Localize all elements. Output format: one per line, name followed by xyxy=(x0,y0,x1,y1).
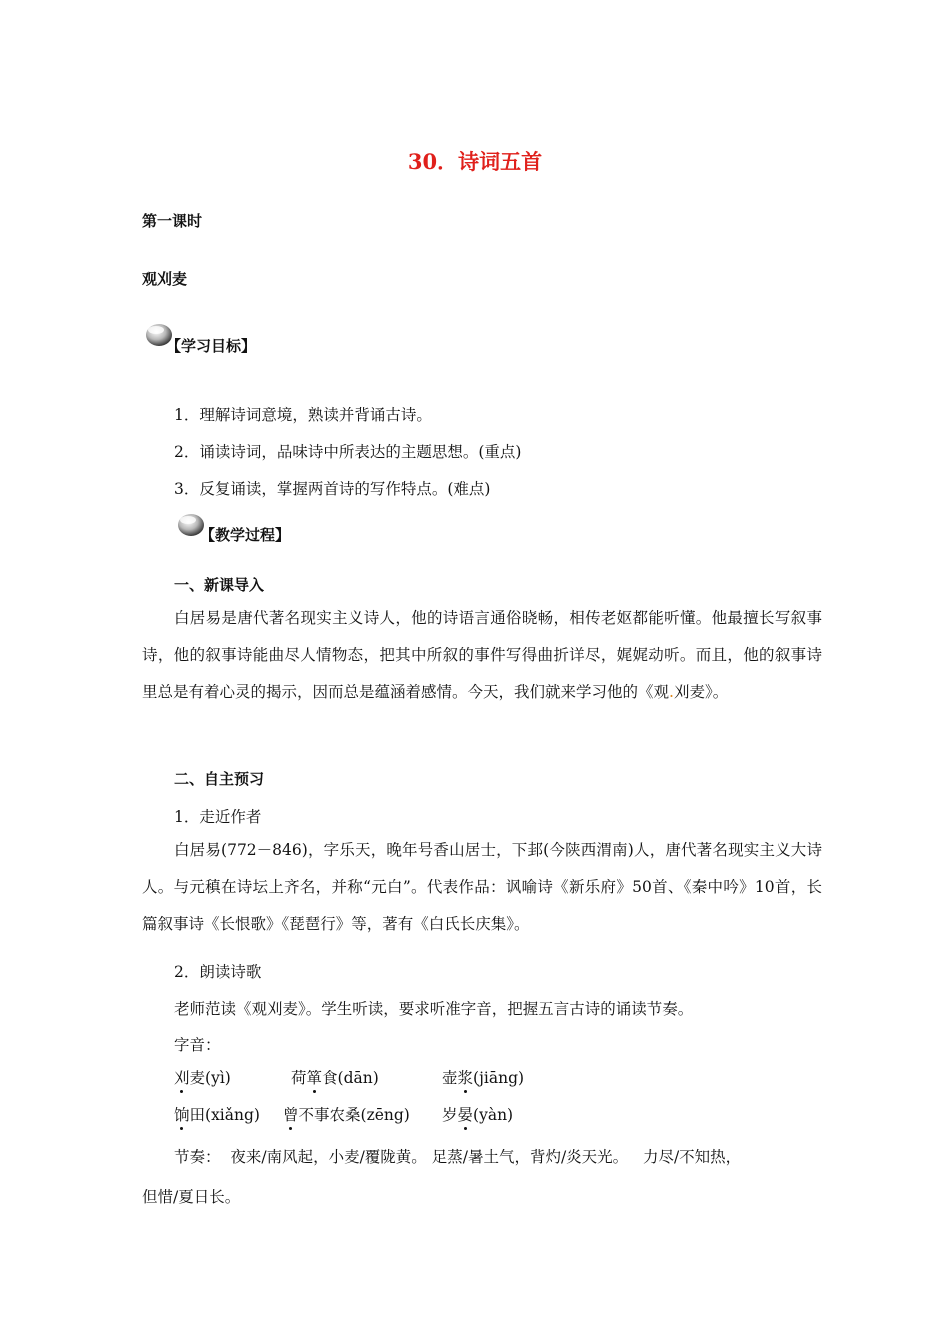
dotted-char: 刈 xyxy=(174,1069,190,1087)
part2-heading: 二、自主预习 xyxy=(174,770,265,788)
intro-text: 白居易是唐代著名现实主义诗人，他的诗语言通俗晓畅，相传老妪都能听懂。他最擅长写叙事诗，他的叙事诗能曲尽人情物态，把其中所叙的事件写得曲折详尽，娓娓动听。而且，他的叙事诗里总是有着心灵的揭示，因而总是蕴涵着感情。今天，我们就来学习他的《观 xyxy=(142,609,822,701)
pron-item xyxy=(174,1066,231,1088)
pron-rest: 不事农桑(zēng) xyxy=(298,1106,410,1124)
dotted-char: 曾 xyxy=(283,1106,299,1124)
pron-item xyxy=(442,1103,513,1125)
reading-line: 老师范读《观刈麦》。学生听读，要求听准字音，把握五言古诗的诵读节奏。 xyxy=(174,1000,694,1018)
pron-rest: 食(dān) xyxy=(322,1069,379,1087)
pronunciation-label: 字音： xyxy=(174,1036,221,1054)
pron-item xyxy=(291,1066,379,1088)
sub-heading-author: 1．走近作者 xyxy=(174,808,262,826)
pron-item xyxy=(442,1066,524,1088)
pron-pre: 荷 xyxy=(291,1069,307,1087)
pron-rest: 麦(yì) xyxy=(189,1069,231,1087)
pron-rest: (yàn) xyxy=(473,1106,514,1124)
pron-item xyxy=(174,1103,260,1125)
goal-item: 3．反复诵读，掌握两首诗的写作特点。(难点) xyxy=(174,480,491,498)
pron-rest: (jiāng) xyxy=(473,1069,525,1087)
intro-end: 刈麦》。 xyxy=(673,683,729,701)
pron-rest: 田(xiǎng) xyxy=(189,1106,260,1124)
rhythm-line-continued: 但惜/夏日长。 xyxy=(142,1188,241,1206)
page-title: 30．诗词五首 xyxy=(407,149,543,174)
section-process-heading: 【教学过程】 xyxy=(200,526,291,544)
dotted-char: 晏 xyxy=(457,1106,474,1124)
intro-paragraph xyxy=(142,600,822,711)
pron-item xyxy=(283,1103,410,1125)
dotted-char: 饷 xyxy=(174,1106,190,1124)
pron-pre: 壶 xyxy=(442,1069,458,1087)
author-paragraph: 白居易(772－846)，字乐天，晚年号香山居士，下邽(今陕西渭南)人，唐代著名现实主义大诗人。与元稹在诗坛上齐名，并称“元白”。代表作品：讽喻诗《新乐府》50首、《秦中吟》10首，长篇叙事诗《长恨歌》《琵琶行》等，著有《白氏长庆集》。 xyxy=(142,841,822,933)
dotted-char: 箪 xyxy=(306,1069,323,1087)
lesson-label: 第一课时 xyxy=(142,212,203,230)
sub-heading-reading: 2．朗读诗歌 xyxy=(174,963,262,981)
intro-dot: . xyxy=(669,683,674,701)
goal-item: 2．诵读诗词，品味诗中所表达的主题思想。(重点) xyxy=(174,443,522,461)
section-goals-heading: 【学习目标】 xyxy=(166,337,257,355)
dotted-char: 浆 xyxy=(457,1069,474,1087)
part1-heading: 一、新课导入 xyxy=(174,576,265,594)
rhythm-line: 节奏： 夜来/南风起，小麦/覆陇黄。 足蒸/暑土气，背灼/炎天光。 力尽/不知热， xyxy=(174,1148,742,1166)
goal-item: 1．理解诗词意境，熟读并背诵古诗。 xyxy=(174,406,432,424)
poem-title: 观刈麦 xyxy=(142,270,188,288)
pron-pre: 岁 xyxy=(442,1106,458,1124)
